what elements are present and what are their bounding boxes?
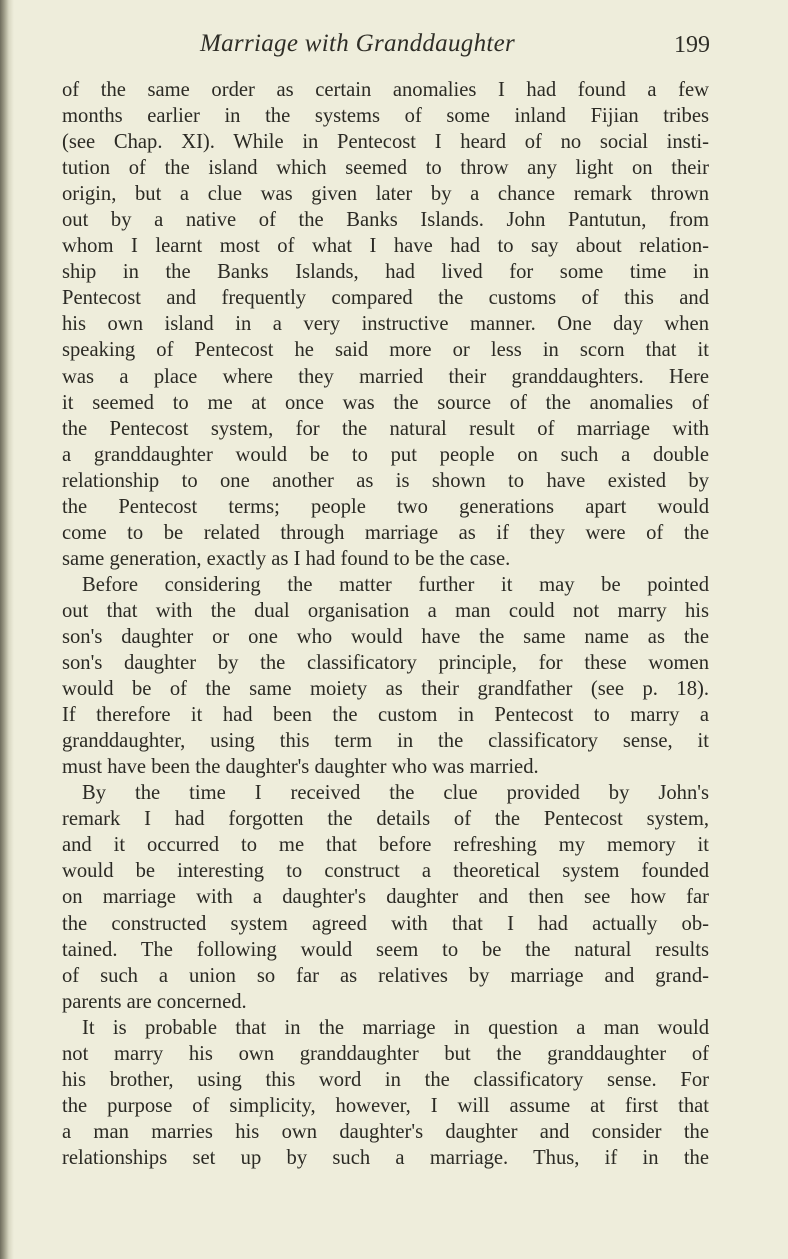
text-line: ship in the Banks Islands, had lived for some time in xyxy=(62,261,709,284)
text-line: a man marries his own daughter's daughter and consider the xyxy=(62,1120,709,1143)
text-line: would be of the same moiety as their grandfather (see p. 18). xyxy=(62,678,709,701)
running-title: Marriage with Granddaughter xyxy=(200,30,516,57)
text-line: relationships set up by such a marriage. Thus, if in the xyxy=(62,1146,709,1169)
text-line: was a place where they married their granddaughters. Here xyxy=(62,365,709,388)
text-line: his brother, using this word in the classificatory sense. For xyxy=(62,1068,709,1091)
text-line: on marriage with a daughter's daughter and then see how far xyxy=(62,886,709,909)
text-line: parents are concerned. xyxy=(62,990,247,1013)
text-line: must have been the daughter's daughter who was married. xyxy=(62,756,539,779)
text-line: out by a native of the Banks Islands. John Pantutun, from xyxy=(62,209,709,232)
text-line: granddaughter, using this term in the classificatory sense, it xyxy=(62,730,709,753)
text-line: months earlier in the systems of some inland Fijian tribes xyxy=(62,105,709,128)
text-line: By the time I received the clue provided by John's xyxy=(82,782,709,805)
text-line: relationship to one another as is shown to have existed by xyxy=(62,469,709,492)
text-line: of such a union so far as relatives by marriage and grand- xyxy=(62,964,709,987)
page-binding-edge xyxy=(0,0,14,1259)
text-line: It is probable that in the marriage in question a man would xyxy=(82,1016,709,1039)
text-line: his own island in a very instructive manner. One day when xyxy=(62,313,709,336)
text-line: Before considering the matter further it may be pointed xyxy=(82,573,709,596)
text-line: the Pentecost terms; people two generations apart would xyxy=(62,495,709,518)
text-line: whom I learnt most of what I have had to say about relation- xyxy=(62,235,709,258)
text-line: come to be related through marriage as if they were of the xyxy=(62,521,709,544)
text-line: not marry his own granddaughter but the granddaughter of xyxy=(62,1042,709,1065)
text-line: out that with the dual organisation a man could not marry his xyxy=(62,599,709,622)
page-number: 199 xyxy=(674,32,710,58)
text-line: son's daughter by the classificatory principle, for these women xyxy=(62,652,709,675)
page-header xyxy=(200,30,710,66)
body-text xyxy=(62,77,709,1171)
text-line: the constructed system agreed with that I had actually ob- xyxy=(62,912,709,935)
text-line: son's daughter or one who would have the same name as the xyxy=(62,625,709,648)
text-line: If therefore it had been the custom in Pentecost to marry a xyxy=(62,704,709,727)
text-line: Pentecost and frequently compared the customs of this and xyxy=(62,287,709,310)
text-line: remark I had forgotten the details of the Pentecost system, xyxy=(62,808,709,831)
text-line: of the same order as certain anomalies I had found a few xyxy=(62,79,709,101)
text-line: (see Chap. XI). While in Pentecost I heard of no social insti- xyxy=(62,131,709,154)
text-line: and it occurred to me that before refreshing my memory it xyxy=(62,834,709,857)
text-line: a granddaughter would be to put people on such a double xyxy=(62,443,709,466)
text-line: the Pentecost system, for the natural result of marriage with xyxy=(62,417,709,440)
text-line: the purpose of simplicity, however, I will assume at first that xyxy=(62,1094,709,1117)
text-line: speaking of Pentecost he said more or less in scorn that it xyxy=(62,339,709,362)
text-line: tution of the island which seemed to throw any light on their xyxy=(62,157,709,180)
text-line: same generation, exactly as I had found to be the case. xyxy=(62,547,511,570)
text-line: would be interesting to construct a theoretical system founded xyxy=(62,860,709,883)
text-line: origin, but a clue was given later by a chance remark thrown xyxy=(62,183,709,206)
text-line: tained. The following would seem to be the natural results xyxy=(62,938,709,961)
text-line: it seemed to me at once was the source of the anomalies of xyxy=(62,391,709,414)
